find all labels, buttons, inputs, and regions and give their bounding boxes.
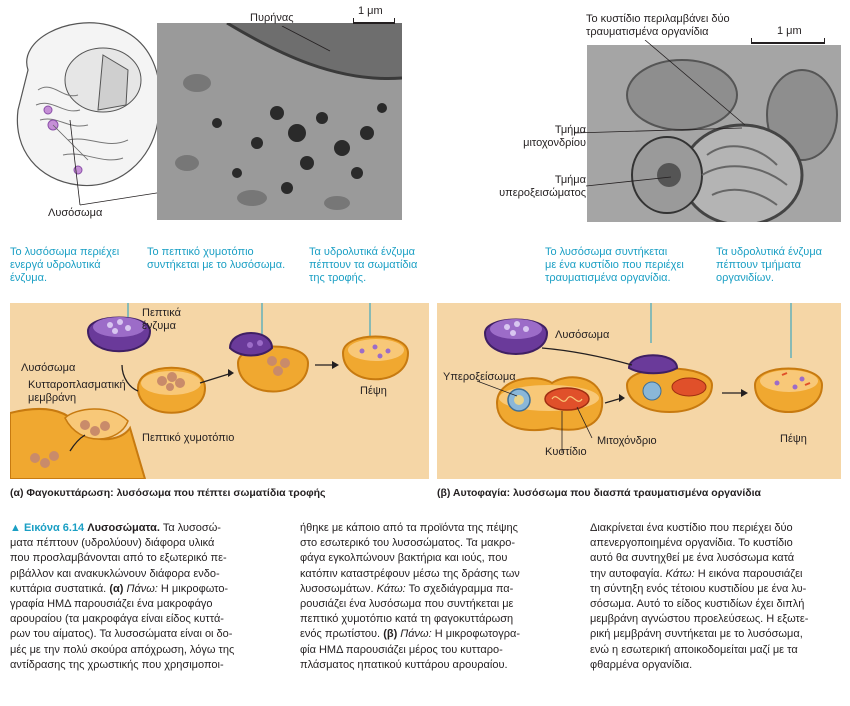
- callout-b2: Τα υδρολυτικά ένζυμα πέπτουν τμήματα οργανιδίων.: [716, 246, 823, 284]
- scale-bar-left: [353, 18, 395, 24]
- scale-bar-right: [751, 38, 825, 44]
- digestion-b-label: Πέψη: [780, 433, 807, 445]
- callout-a3: Τα υδρολυτικά ένζυμα πέπτουν τα σωματίδια της τροφής.: [309, 246, 418, 284]
- vesicle-b-label: Κυστίδιο: [545, 446, 587, 458]
- vesicle-label: Το κυστίδιο περιλαμβάνει δύο τραυματισμένα οργανίδια: [586, 13, 730, 38]
- vacuole-label: Πεπτικό χυμοτόπιο: [142, 432, 235, 444]
- peroxisome-label: Υπεροξείσωμα: [443, 371, 516, 383]
- peroxisome-pointer: [586, 172, 676, 192]
- nucleus-pointer: [280, 26, 340, 56]
- caption-b: (β) Αυτοφαγία: λυσόσωμα που διασπά τραυματισμένα οργανίδια: [437, 487, 761, 499]
- lysosome-a-label: Λυσόσωμα: [21, 362, 76, 374]
- nucleus-label: Πυρήνας: [250, 12, 294, 24]
- caption-column-3: Διακρίνεται ένα κυστίδιο που περιέχει δύο απενεργοποιημένα οργανίδια. Το κυστίδιο αυτό θα συντηχθεί με ένα λυσόσωμα κατά την αυτοφαγία. Κάτω: Η εικόνα παρουσιάζει τη σύντηξη ενός τέτοιου κυστιδίου με ένα λυ- σόσωμα. Αυτό το είδος κυστιδίων έχει διπλή μεμβράνη αγνώστου προελεύσεως. Η εξωτε- ρική μεμβράνη συντήκεται με το λυσόσωμα, ενώ η εσωτερική αποικοδομείται μαζί με τα φθαρμένα οργανίδια.: [590, 522, 809, 671]
- peroxisome-fragment-label: Τμήμα υπεροξεισώματος: [499, 174, 586, 199]
- lysosome-b-label: Λυσόσωμα: [555, 329, 610, 341]
- digestion-a-label: Πέψη: [360, 385, 387, 397]
- caption-column-1: ▲ Εικόνα 6.14 Λυσοσώματα. Τα λυσοσώ- ματα πέπτουν (υδρολύουν) διάφορα υλικά που προσλαμβάνονται από το εξωτερικό πε- ριβάλλον και ανακυκλώνουν διάφορα ενδο- κυττάρια συστατικά. (α) Πάνω: Η μικροφωτο- γραφία ΗΜΔ παρουσιάζει ένα μακροφάγο αρουραίου (τα μακροφάγα είναι είδος κυττά- ρων του αίματος). Τα λυσοσώματα είναι οι δο- μές με την πολύ σκούρα απόχρωση, λόγω της αντίδρασης της χρωστικής που χρησιμοποι-: [10, 522, 235, 671]
- mitochondrion-label: Μιτοχόνδριο: [597, 435, 657, 447]
- diagram-b-panel: [437, 303, 841, 479]
- mitochondrion-pointer: [574, 120, 744, 140]
- caption-a: (α) Φαγοκυττάρωση: λυσόσωμα που πέπτει σωματίδια τροφής: [10, 487, 326, 499]
- figure-marker: ▲: [10, 522, 21, 534]
- membrane-label: Κυτταροπλασματική μεμβράνη: [28, 379, 126, 404]
- callout-a2: Το πεπτικό χυμοτόπιο συντήκεται με το λυσόσωμα.: [147, 246, 286, 271]
- mitochondrion-fragment-label: Τμήμα μιτοχονδρίου: [523, 124, 586, 149]
- lysosome-label: Λυσόσωμα: [48, 207, 103, 219]
- callout-a1: Το λυσόσωμα περιέχει ενεργά υδρολυτικά ένζυμα.: [10, 246, 120, 284]
- figure-title: Λυσοσώματα.: [87, 522, 160, 534]
- scale-label-left: 1 μm: [358, 5, 383, 17]
- figure-number: Εικόνα 6.14: [23, 522, 85, 534]
- enzymes-label: Πεπτικά ένζυμα: [142, 307, 181, 332]
- scale-label-right: 1 μm: [777, 25, 802, 37]
- caption-column-2: ήθηκε με κάποιο από τα προϊόντα της πέψης στο εσωτερικό του λυσοσώματος. Τα μακρο- φάγα εγκολπώνουν βακτήρια και ιούς, που κατόπιν καταστρέφουν μέσω της δράσης των λυσοσωμάτων. Κάτω: Το σχεδιάγραμμα πα- ρουσιάζει ένα λυσόσωμα που συντήκεται με πεπτικό χυμοτόπιο κατά τη φαγοκυττάρωση ενός πρωτίστου. (β) Πάνω: Η μικροφωτογρα- φία ΗΜΔ παρουσιάζει μέρος του κυτταρο- πλάσματος ηπατικού κυττάρου αρουραίου.: [300, 522, 521, 671]
- callout-b1: Το λυσόσωμα συντήκεται με ένα κυστίδιο που περιέχει τραυματισμένα οργανίδια.: [545, 246, 684, 284]
- vesicle-pointer: [640, 40, 760, 130]
